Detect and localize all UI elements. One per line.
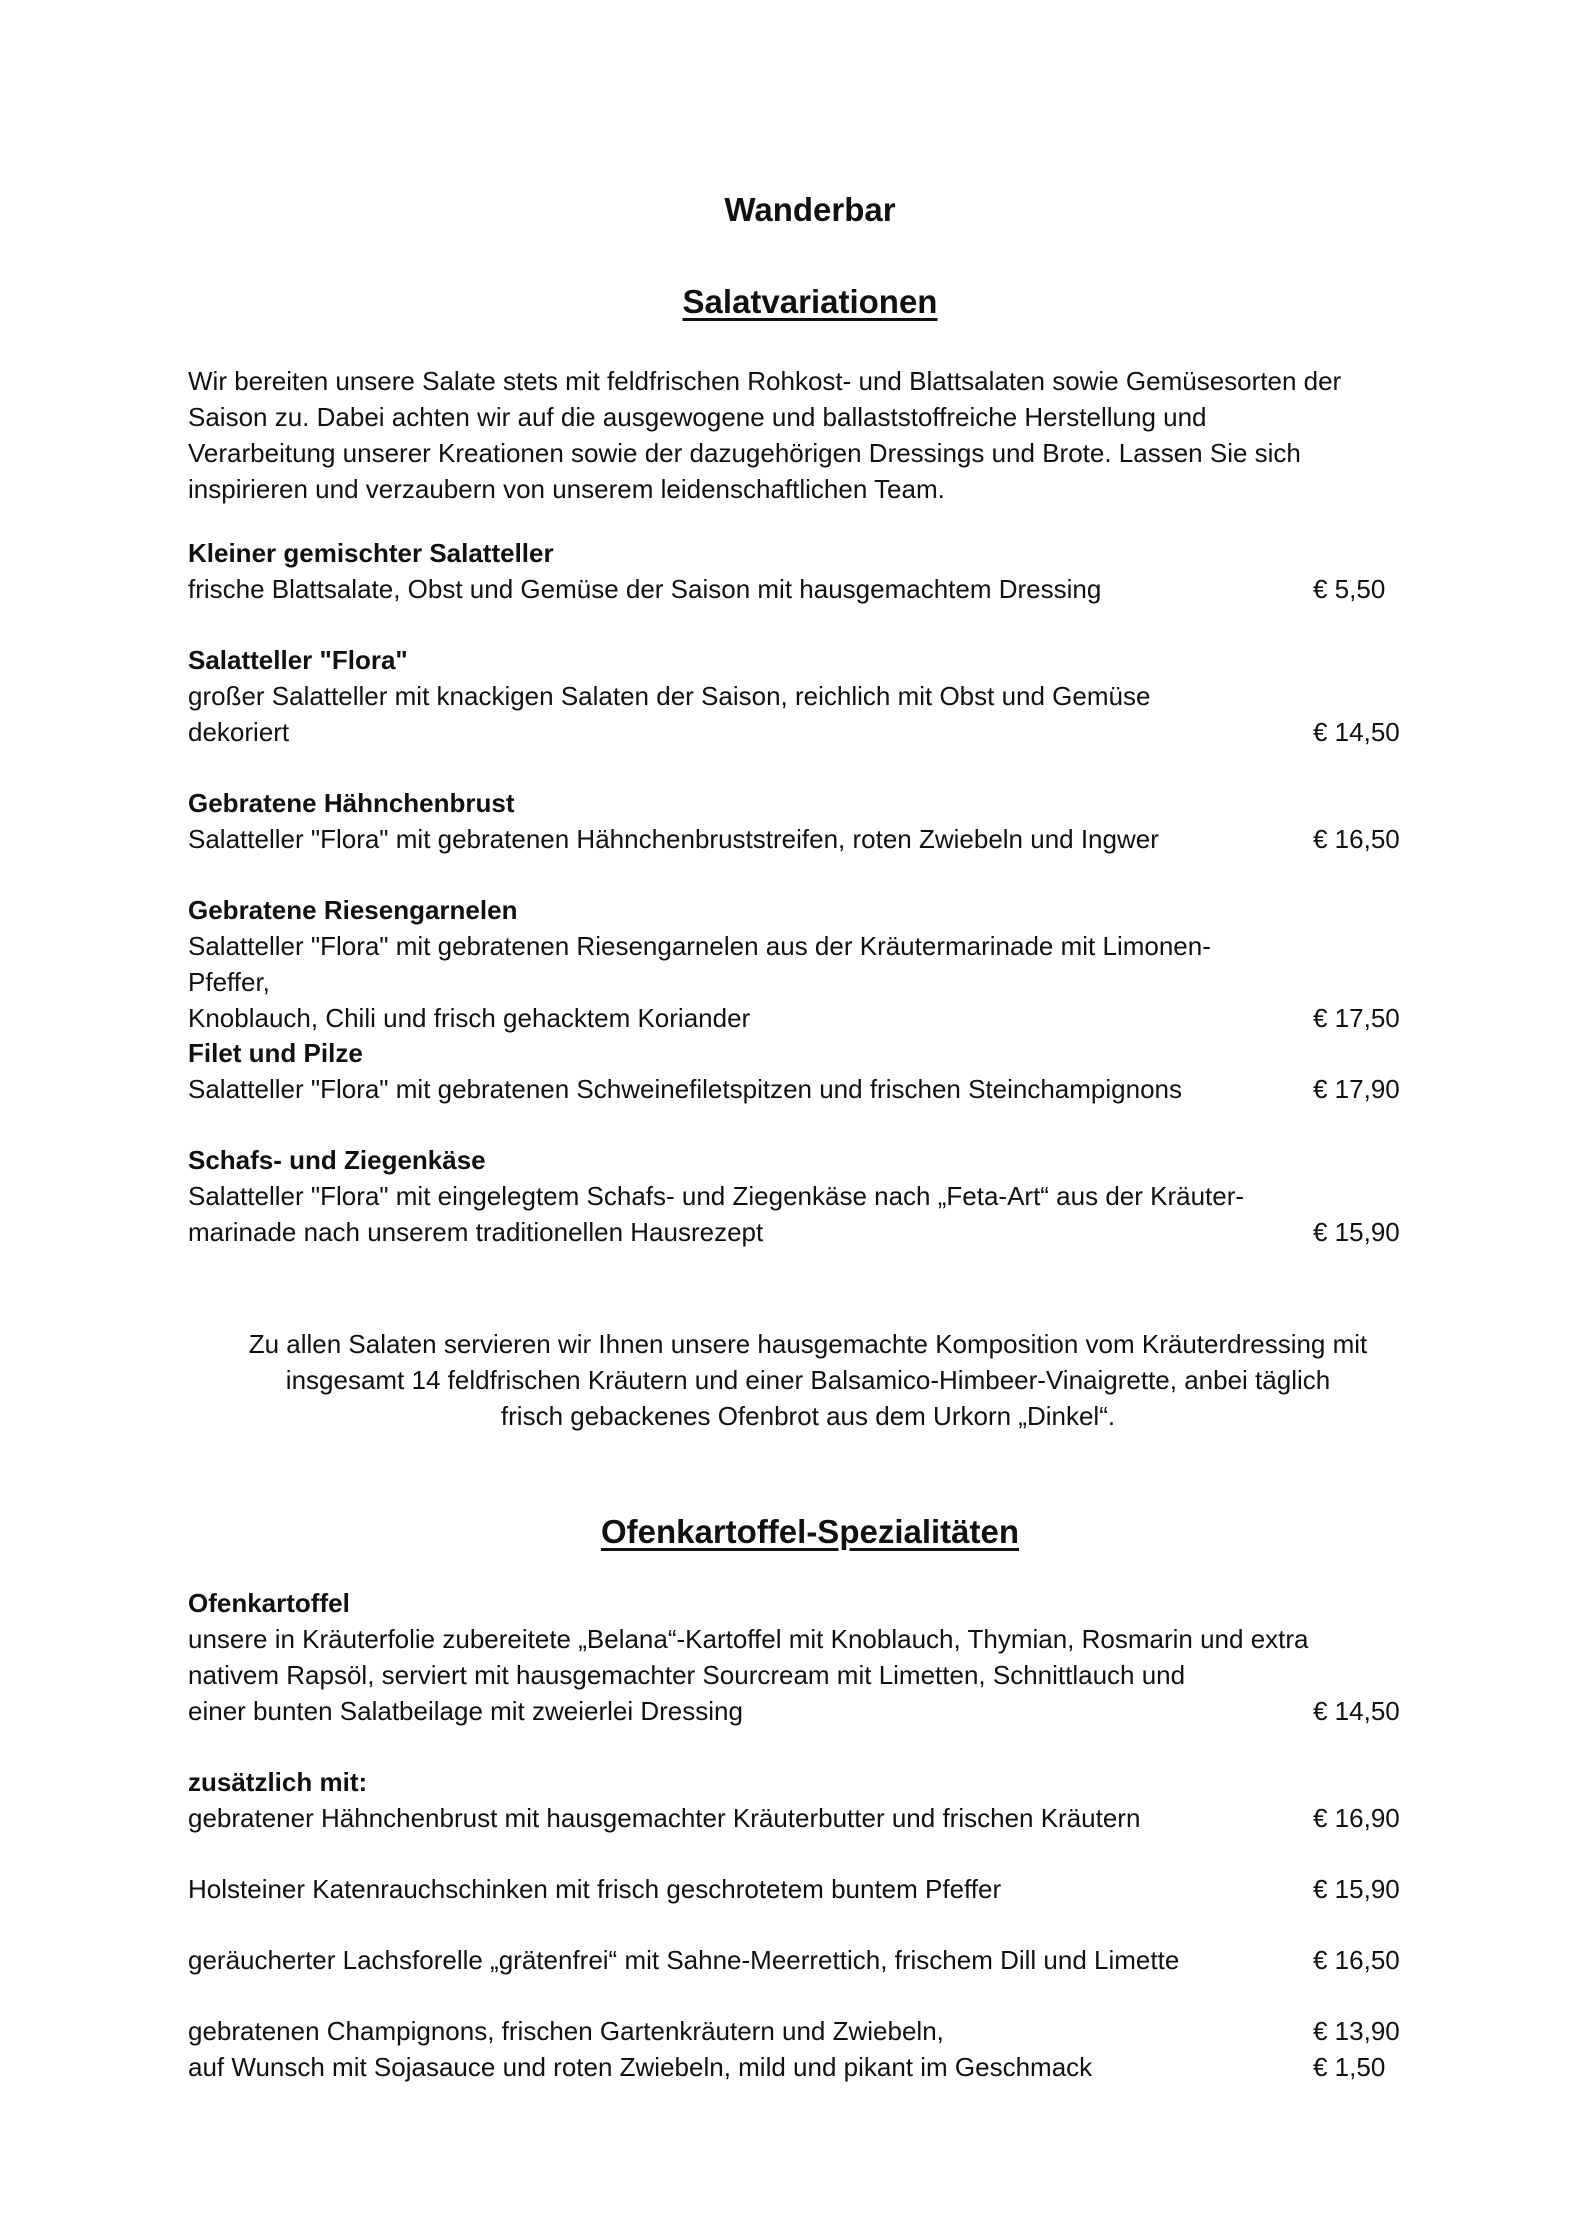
extra-item: [188, 1942, 1428, 1978]
extra-text: gebratener Hähnchenbrust mit hausgemachter Kräuterbutter und frischen Kräutern: [188, 1803, 1141, 1833]
potatoes-heading: Ofenkartoffel-Spezialitäten: [600, 1513, 1020, 1550]
item-price: € 17,90: [1313, 1074, 1400, 1104]
extras-label: zusätzlich mit:: [188, 1767, 368, 1797]
item-description: [188, 1621, 1428, 1729]
item-name: Kleiner gemischter Salatteller: [188, 538, 554, 568]
item-name: Gebratene Riesengarnelen: [188, 895, 518, 925]
extra-price: € 1,50: [1313, 2052, 1386, 2082]
extra-item: [188, 2049, 1428, 2085]
menu-item: [188, 1035, 1428, 1107]
intro-line: Saison zu. Dabei achten wir auf die ausgewogene und ballaststoffreiche Herstellung und: [188, 402, 1207, 432]
item-price: € 14,50: [1313, 717, 1400, 747]
salads-intro: [188, 363, 1428, 507]
restaurant-name: Wanderbar: [724, 191, 896, 228]
extras-section: [188, 1764, 1428, 1800]
item-description: [188, 571, 1428, 607]
menu-item: [188, 1142, 1428, 1250]
salads-note: [188, 1326, 1428, 1434]
desc-line: Salatteller "Flora" mit eingelegtem Schafs- und Ziegenkäse nach „Feta-Art“ aus der Kräuter-: [188, 1181, 1245, 1211]
extra-price: € 16,90: [1313, 1803, 1400, 1833]
note-line: frisch gebackenes Ofenbrot aus dem Urkorn „Dinkel“.: [500, 1401, 1116, 1431]
extra-item: [188, 1800, 1428, 1836]
note-line: Zu allen Salaten servieren wir Ihnen unsere hausgemachte Komposition vom Kräuterdressing mit: [248, 1329, 1368, 1359]
desc-line: dekoriert: [188, 717, 290, 747]
extra-price: € 16,50: [1313, 1945, 1400, 1975]
menu-item: [188, 785, 1428, 857]
desc-line: nativem Rapsöl, serviert mit hausgemachter Sourcream mit Limetten, Schnittlauch und: [188, 1660, 1186, 1690]
desc-line: Salatteller "Flora" mit gebratenen Hähnchenbruststreifen, roten Zwiebeln und Ingwer: [188, 824, 1159, 854]
item-price: € 5,50: [1313, 574, 1386, 604]
intro-line: inspirieren und verzaubern von unserem leidenschaftlichen Team.: [188, 474, 945, 504]
item-name: Filet und Pilze: [188, 1038, 363, 1068]
desc-line: frische Blattsalate, Obst und Gemüse der Saison mit hausgemachtem Dressing: [188, 574, 1102, 604]
desc-line: Knoblauch, Chili und frisch gehacktem Koriander: [188, 1003, 751, 1033]
desc-line: Salatteller "Flora" mit gebratenen Riesengarnelen aus der Kräutermarinade mit Limonen-Pfeffer,: [188, 931, 1211, 997]
item-price: € 17,50: [1313, 1003, 1400, 1033]
desc-line: Salatteller "Flora" mit gebratenen Schweinefiletspitzen und frischen Steinchampignons: [188, 1074, 1183, 1104]
salads-heading: Salatvariationen: [682, 283, 938, 320]
item-name: Salatteller "Flora": [188, 645, 408, 675]
menu-item: [188, 1585, 1428, 1729]
item-price: € 16,50: [1313, 824, 1400, 854]
item-price: € 15,90: [1313, 1217, 1400, 1247]
extra-item: [188, 1871, 1428, 1907]
extra-text: Holsteiner Katenrauchschinken mit frisch geschrotetem buntem Pfeffer: [188, 1874, 1002, 1904]
item-price: € 14,50: [1313, 1696, 1400, 1726]
menu-item: [188, 535, 1428, 607]
desc-line: marinade nach unserem traditionellen Hausrezept: [188, 1217, 764, 1247]
item-description: [188, 1071, 1428, 1107]
extra-text: geräucherter Lachsforelle „grätenfrei“ mit Sahne-Meerrettich, frischem Dill und Limette: [188, 1945, 1180, 1975]
extra-price: € 15,90: [1313, 1874, 1400, 1904]
extra-item: [188, 2013, 1428, 2049]
item-name: Ofenkartoffel: [188, 1588, 350, 1618]
item-name: Schafs- und Ziegenkäse: [188, 1145, 486, 1175]
extra-text: gebratenen Champignons, frischen Gartenkräutern und Zwiebeln,: [188, 2016, 944, 2046]
extra-text: auf Wunsch mit Sojasauce und roten Zwiebeln, mild und pikant im Geschmack: [188, 2052, 1093, 2082]
menu-item: [188, 892, 1428, 1036]
desc-line: unsere in Kräuterfolie zubereitete „Belana“-Kartoffel mit Knoblauch, Thymian, Rosmarin und extra: [188, 1624, 1309, 1654]
note-line: insgesamt 14 feldfrischen Kräutern und einer Balsamico-Himbeer-Vinaigrette, anbei täglich: [285, 1365, 1331, 1395]
item-description: [188, 928, 1428, 1036]
intro-line: Verarbeitung unserer Kreationen sowie der dazugehörigen Dressings und Brote. Lassen Sie sich: [188, 438, 1301, 468]
item-description: [188, 821, 1428, 857]
item-name: Gebratene Hähnchenbrust: [188, 788, 515, 818]
item-description: [188, 678, 1428, 750]
extra-price: € 13,90: [1313, 2016, 1400, 2046]
item-description: [188, 1178, 1428, 1250]
desc-line: großer Salatteller mit knackigen Salaten der Saison, reichlich mit Obst und Gemüse: [188, 681, 1151, 711]
menu-item: [188, 642, 1428, 750]
intro-line: Wir bereiten unsere Salate stets mit feldfrischen Rohkost- und Blattsalaten sowie Gemüsesorten der: [188, 366, 1342, 396]
desc-line: einer bunten Salatbeilage mit zweierlei Dressing: [188, 1696, 743, 1726]
